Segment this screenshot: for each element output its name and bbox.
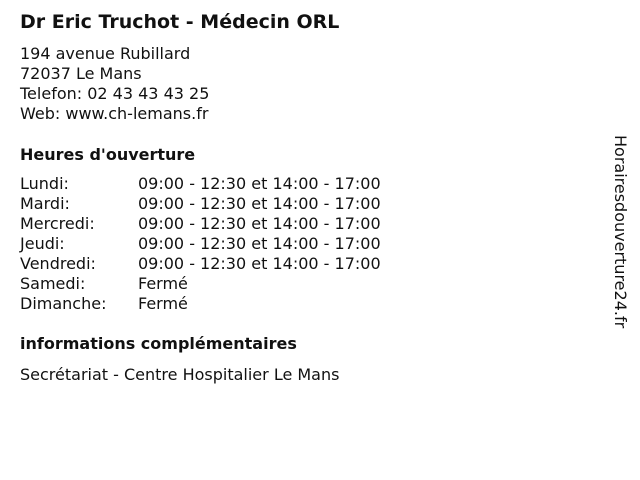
time-value: 09:00 - 12:30 et 14:00 - 17:00 — [138, 194, 381, 213]
time-value: Fermé — [138, 274, 188, 293]
additional-info-heading: informations complémentaires — [20, 334, 297, 353]
time-value: 09:00 - 12:30 et 14:00 - 17:00 — [138, 234, 381, 253]
site-watermark: Horairesdouverture24.fr — [611, 135, 630, 329]
hours-row-thursday — [20, 234, 381, 254]
website: Web: www.ch-lemans.fr — [20, 104, 209, 123]
opening-hours-heading: Heures d'ouverture — [20, 145, 196, 164]
hours-row-monday — [20, 174, 381, 194]
day-label: Dimanche: — [20, 294, 107, 313]
hours-row-sunday — [20, 294, 381, 314]
street-address: 194 avenue Rubillard — [20, 44, 191, 63]
time-value: 09:00 - 12:30 et 14:00 - 17:00 — [138, 254, 381, 273]
day-label: Lundi: — [20, 174, 69, 193]
address-block — [20, 44, 209, 124]
time-value: 09:00 - 12:30 et 14:00 - 17:00 — [138, 214, 381, 233]
day-label: Mercredi: — [20, 214, 95, 233]
day-label: Vendredi: — [20, 254, 96, 273]
time-value: Fermé — [138, 294, 188, 313]
day-label: Mardi: — [20, 194, 70, 213]
day-label: Jeudi: — [20, 234, 65, 253]
day-label: Samedi: — [20, 274, 86, 293]
hours-row-friday — [20, 254, 381, 274]
page-title: Dr Eric Truchot - Médecin ORL — [20, 11, 340, 33]
hours-row-saturday — [20, 274, 381, 294]
hours-row-tuesday — [20, 194, 381, 214]
hours-row-wednesday — [20, 214, 381, 234]
phone-number: Telefon: 02 43 43 43 25 — [20, 84, 210, 103]
time-value: 09:00 - 12:30 et 14:00 - 17:00 — [138, 174, 381, 193]
opening-hours-table — [20, 174, 381, 314]
city: 72037 Le Mans — [20, 64, 142, 83]
additional-info-text: Secrétariat - Centre Hospitalier Le Mans — [20, 365, 340, 384]
